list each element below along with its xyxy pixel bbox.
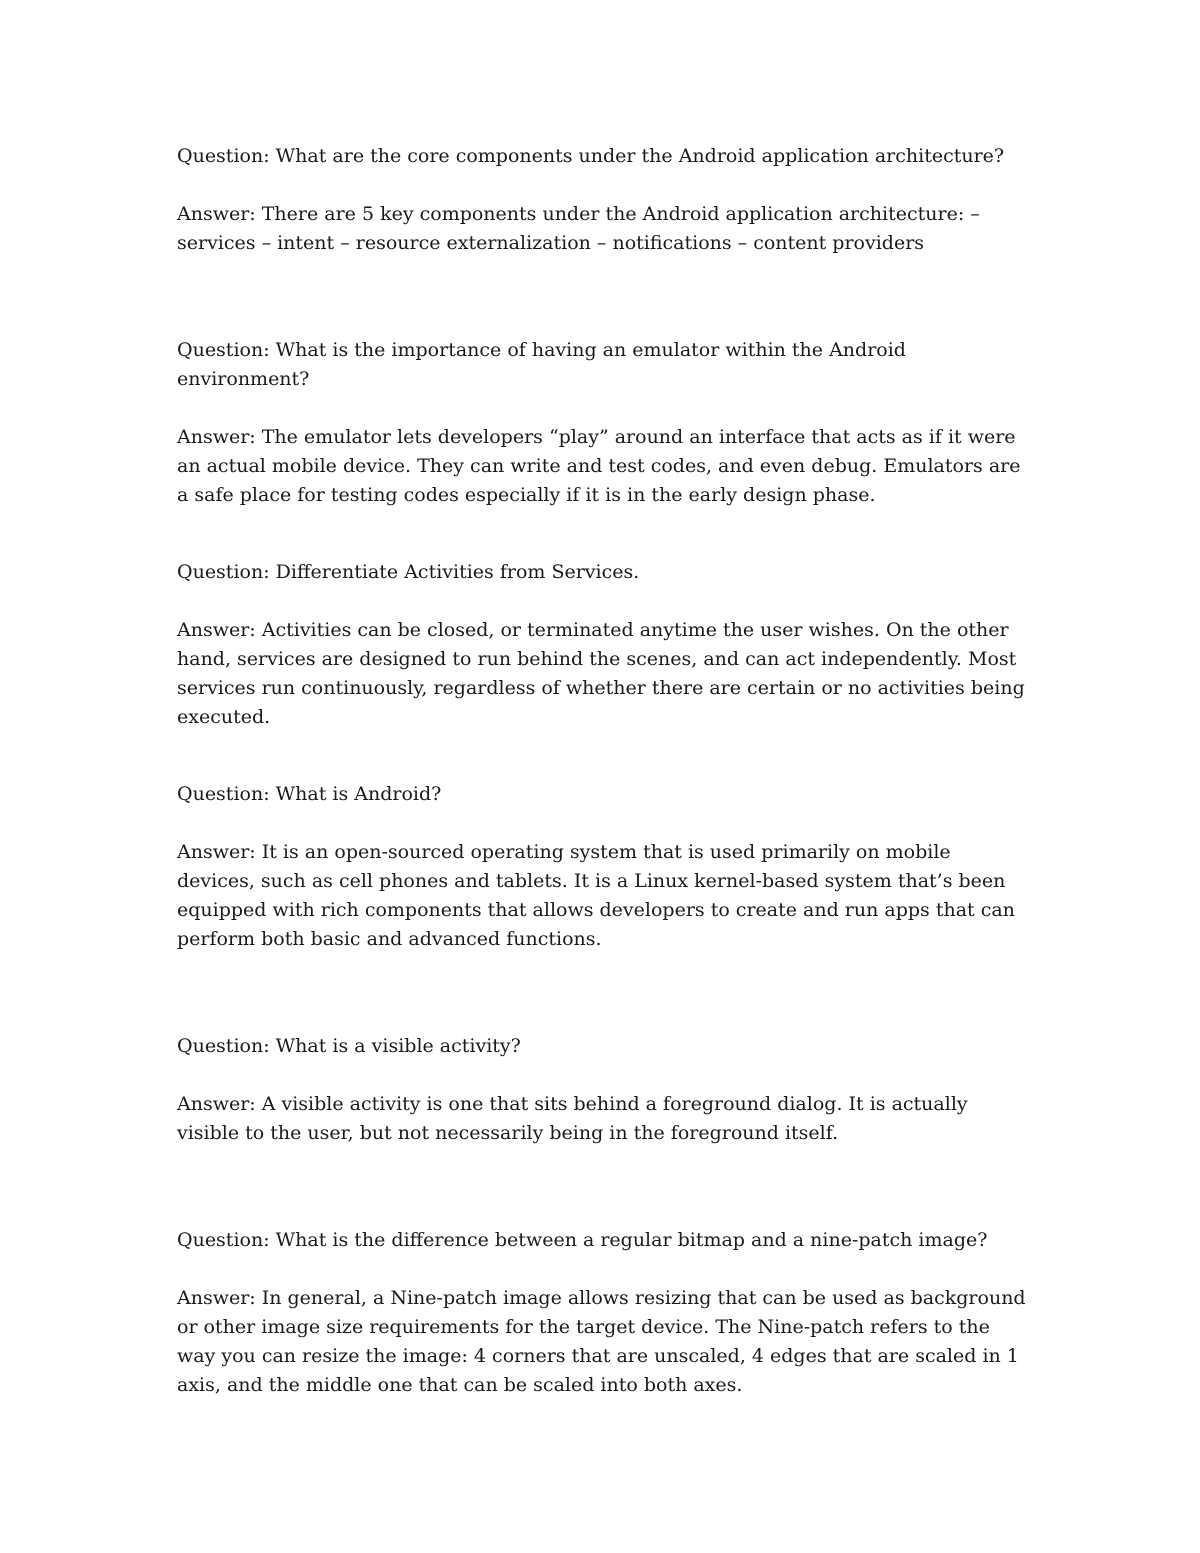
question-text: Question: What is the difference between a regular bitmap and a nine-patch image? — [177, 1229, 988, 1251]
answer-text: Answer: Activities can be closed, or terminated anytime the user wishes. On the other hand, services are designed to run behind the scenes, and can act independently. Most services run continuously, regardless of whether there are certain or no activities being executed. — [177, 619, 1025, 728]
question-text: Question: Differentiate Activities from Services. — [177, 561, 640, 583]
question-text: Question: What are the core components under the Android application architecture? — [177, 145, 1005, 167]
answer-text: Answer: The emulator lets developers “play” around an interface that acts as if it were an actual mobile device. They can write and test codes, and even debug. Emulators are a safe place for testing codes especially if it is in the early design phase. — [177, 426, 1021, 506]
answer-text: Answer: It is an open-sourced operating system that is used primarily on mobile devices, such as cell phones and tablets. It is a Linux kernel-based system that’s been equipped with rich components that allows developers to create and run apps that can perform both basic and advanced functions. — [177, 841, 1015, 950]
question-text: Question: What is a visible activity? — [177, 1035, 521, 1057]
answer-text: Answer: In general, a Nine-patch image allows resizing that can be used as background or other image size requirements for the target device. The Nine-patch refers to the way you can resize the image: 4 corners that are unscaled, 4 edges that are scaled in 1 axis, and the middle one that can be scaled into both axes. — [177, 1287, 1026, 1396]
question-text: Question: What is Android? — [177, 783, 442, 805]
qa-block — [177, 336, 1027, 510]
qa-block — [177, 1032, 1027, 1148]
question-text: Question: What is the importance of having an emulator within the Android environment? — [177, 339, 906, 390]
qa-block — [177, 780, 1027, 954]
answer-text: Answer: There are 5 key components under the Android application architecture: – services – intent – resource externalization – notifications – content providers — [177, 203, 980, 254]
qa-block — [177, 558, 1027, 732]
qa-block — [177, 142, 1027, 258]
qa-block — [177, 1226, 1027, 1400]
answer-text: Answer: A visible activity is one that sits behind a foreground dialog. It is actually visible to the user, but not necessarily being in the foreground itself. — [177, 1093, 968, 1144]
